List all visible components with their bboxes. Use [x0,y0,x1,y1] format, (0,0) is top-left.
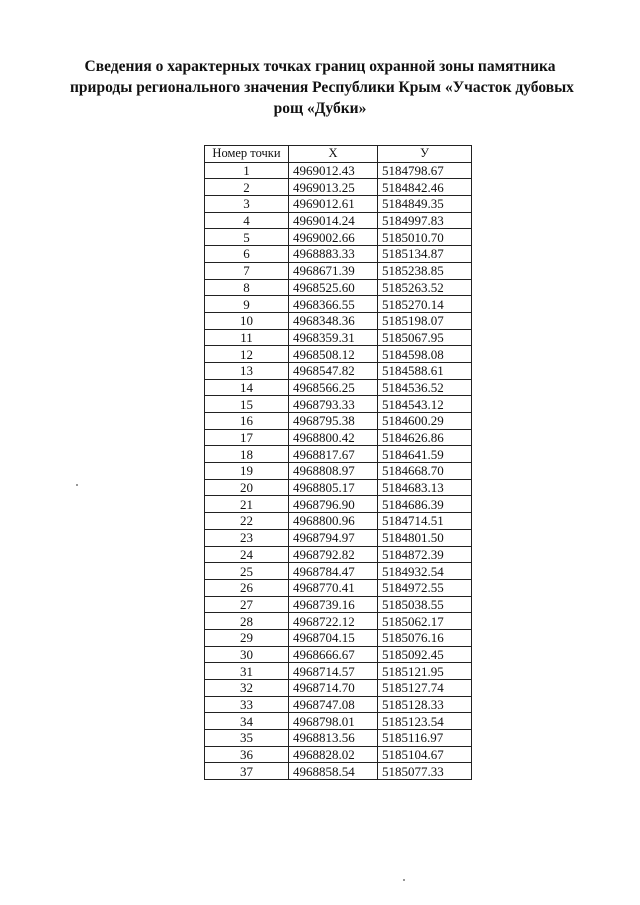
cell-point-number: 18 [205,446,289,463]
table-row [205,396,472,413]
cell-point-number: 35 [205,730,289,747]
cell-y: 5184798.67 [378,162,472,179]
cell-point-number: 17 [205,429,289,446]
table-row [205,730,472,747]
cell-y: 5185076.16 [378,629,472,646]
cell-point-number: 33 [205,696,289,713]
cell-y: 5184842.46 [378,179,472,196]
table-row [205,763,472,780]
cell-x: 4968794.97 [289,529,378,546]
cell-y: 5184801.50 [378,529,472,546]
table-row [205,713,472,730]
cell-point-number: 32 [205,680,289,697]
table-row [205,229,472,246]
document-title [70,56,574,119]
cell-point-number: 36 [205,746,289,763]
cell-point-number: 27 [205,596,289,613]
cell-point-number: 11 [205,329,289,346]
table-row [205,279,472,296]
table-row [205,579,472,596]
title-line-2: природы регионального значения Республики Крым «Участок дубовых [70,79,574,96]
cell-point-number: 31 [205,663,289,680]
cell-x: 4968798.01 [289,713,378,730]
cell-point-number: 4 [205,212,289,229]
cell-x: 4968714.70 [289,680,378,697]
cell-x: 4968525.60 [289,279,378,296]
cell-y: 5185104.67 [378,746,472,763]
cell-y: 5184683.13 [378,479,472,496]
cell-x: 4969014.24 [289,212,378,229]
cell-y: 5185092.45 [378,646,472,663]
cell-x: 4968747.08 [289,696,378,713]
cell-point-number: 1 [205,162,289,179]
cell-point-number: 29 [205,629,289,646]
cell-y: 5184849.35 [378,196,472,213]
cell-x: 4968714.57 [289,663,378,680]
cell-point-number: 23 [205,529,289,546]
cell-x: 4968800.96 [289,513,378,530]
cell-x: 4968547.82 [289,362,378,379]
cell-y: 5185134.87 [378,246,472,263]
title-line-3: рощ «Дубки» [273,100,367,117]
cell-y: 5185270.14 [378,296,472,313]
cell-x: 4968793.33 [289,396,378,413]
cell-point-number: 28 [205,613,289,630]
table-row [205,696,472,713]
cell-point-number: 22 [205,513,289,530]
table-row [205,463,472,480]
table-row [205,629,472,646]
table-row [205,513,472,530]
cell-y: 5185077.33 [378,763,472,780]
header-x: X [289,146,378,163]
cell-point-number: 5 [205,229,289,246]
table-row [205,413,472,430]
cell-x: 4968792.82 [289,546,378,563]
cell-y: 5185263.52 [378,279,472,296]
cell-point-number: 19 [205,463,289,480]
cell-y: 5184872.39 [378,546,472,563]
table-row [205,446,472,463]
table-row [205,546,472,563]
cell-x: 4968770.41 [289,579,378,596]
cell-x: 4969002.66 [289,229,378,246]
table-row [205,596,472,613]
cell-y: 5185067.95 [378,329,472,346]
cell-y: 5184600.29 [378,413,472,430]
title-line-1: Сведения о характерных точках границ охранной зоны памятника [84,58,556,75]
table-row [205,179,472,196]
cell-y: 5184668.70 [378,463,472,480]
cell-x: 4968858.54 [289,763,378,780]
table-row [205,262,472,279]
cell-x: 4968784.47 [289,563,378,580]
cell-y: 5184543.12 [378,396,472,413]
cell-y: 5184598.08 [378,346,472,363]
table-row [205,212,472,229]
cell-x: 4968566.25 [289,379,378,396]
cell-point-number: 2 [205,179,289,196]
cell-point-number: 16 [205,413,289,430]
table-row [205,429,472,446]
cell-point-number: 7 [205,262,289,279]
table-row [205,162,472,179]
cell-x: 4968808.97 [289,463,378,480]
cell-y: 5184714.51 [378,513,472,530]
table-row [205,746,472,763]
cell-point-number: 9 [205,296,289,313]
table-row [205,663,472,680]
table-row [205,312,472,329]
table-header-row [205,146,472,163]
cell-y: 5185116.97 [378,730,472,747]
cell-x: 4968800.42 [289,429,378,446]
cell-y: 5184686.39 [378,496,472,513]
scan-speck [76,484,78,486]
cell-point-number: 26 [205,579,289,596]
cell-x: 4968704.15 [289,629,378,646]
cell-point-number: 8 [205,279,289,296]
cell-point-number: 10 [205,312,289,329]
cell-y: 5185198.07 [378,312,472,329]
table-row [205,496,472,513]
table-row [205,346,472,363]
cell-point-number: 6 [205,246,289,263]
cell-x: 4968348.36 [289,312,378,329]
cell-point-number: 34 [205,713,289,730]
cell-y: 5184641.59 [378,446,472,463]
cell-x: 4968508.12 [289,346,378,363]
cell-x: 4969013.25 [289,179,378,196]
cell-x: 4968817.67 [289,446,378,463]
cell-x: 4969012.43 [289,162,378,179]
cell-point-number: 15 [205,396,289,413]
scan-speck [403,879,405,881]
cell-x: 4968805.17 [289,479,378,496]
table-row [205,613,472,630]
table-row [205,646,472,663]
cell-y: 5185121.95 [378,663,472,680]
table-row [205,329,472,346]
header-point-number: Номер точки [205,146,289,163]
table-row [205,680,472,697]
table-row [205,362,472,379]
cell-x: 4968666.67 [289,646,378,663]
cell-y: 5184536.52 [378,379,472,396]
cell-y: 5184588.61 [378,362,472,379]
table-row [205,296,472,313]
cell-y: 5185238.85 [378,262,472,279]
cell-y: 5185010.70 [378,229,472,246]
cell-point-number: 20 [205,479,289,496]
cell-point-number: 13 [205,362,289,379]
cell-point-number: 3 [205,196,289,213]
cell-y: 5184932.54 [378,563,472,580]
cell-x: 4968739.16 [289,596,378,613]
table-body [205,162,472,779]
cell-x: 4969012.61 [289,196,378,213]
table-row [205,563,472,580]
table-row [205,246,472,263]
cell-y: 5185123.54 [378,713,472,730]
cell-point-number: 25 [205,563,289,580]
cell-x: 4968359.31 [289,329,378,346]
cell-x: 4968883.33 [289,246,378,263]
cell-x: 4968813.56 [289,730,378,747]
cell-point-number: 21 [205,496,289,513]
cell-x: 4968722.12 [289,613,378,630]
cell-point-number: 24 [205,546,289,563]
cell-y: 5184626.86 [378,429,472,446]
table-row [205,479,472,496]
cell-y: 5185128.33 [378,696,472,713]
cell-x: 4968795.38 [289,413,378,430]
cell-point-number: 14 [205,379,289,396]
cell-y: 5185062.17 [378,613,472,630]
coordinates-table [204,145,472,780]
cell-x: 4968671.39 [289,262,378,279]
table-row [205,379,472,396]
cell-y: 5184972.55 [378,579,472,596]
cell-point-number: 30 [205,646,289,663]
header-y: У [378,146,472,163]
cell-x: 4968366.55 [289,296,378,313]
cell-y: 5185038.55 [378,596,472,613]
table-row [205,196,472,213]
cell-point-number: 37 [205,763,289,780]
cell-y: 5185127.74 [378,680,472,697]
cell-x: 4968828.02 [289,746,378,763]
table-row [205,529,472,546]
cell-y: 5184997.83 [378,212,472,229]
cell-point-number: 12 [205,346,289,363]
cell-x: 4968796.90 [289,496,378,513]
